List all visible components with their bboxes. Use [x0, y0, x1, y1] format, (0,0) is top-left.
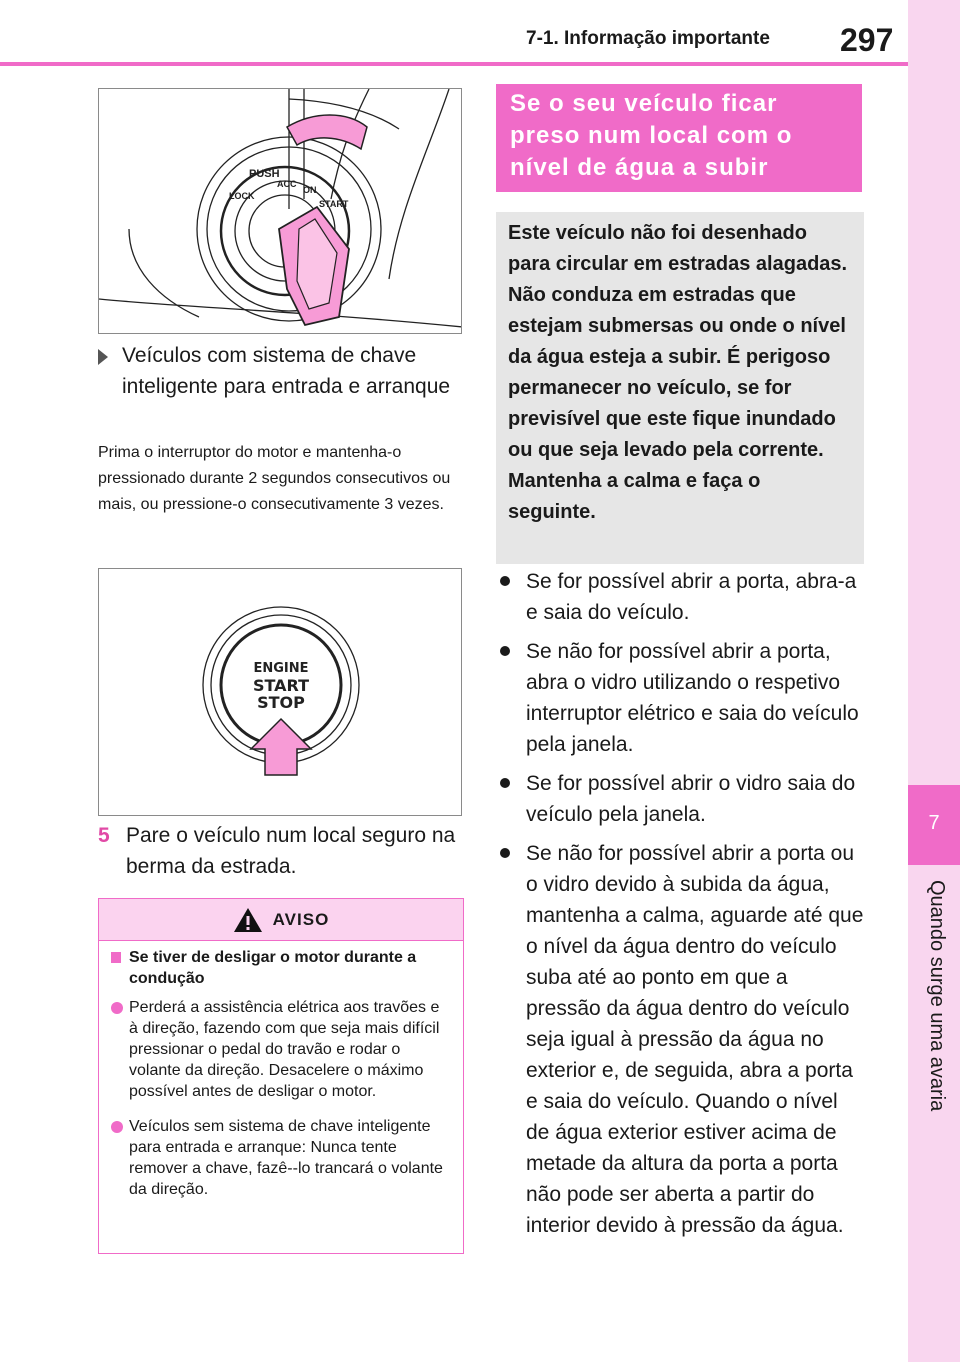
list-item — [496, 636, 866, 760]
warning-item — [111, 1116, 451, 1200]
engine-button-figure — [98, 568, 462, 816]
flood-intro-box — [496, 212, 864, 564]
press-arrow-icon — [251, 719, 311, 775]
warning-item-text: Perderá a assistência elétrica aos travões e à direção, fazendo com que seja mais difícil pressionar o pedal do travão e rodar o volante da direção. Desacelere o máximo possível antes de desligar o motor. — [129, 999, 440, 1100]
list-item-text: Se for possível abrir o vidro saia do veículo pela janela. — [526, 772, 856, 826]
push-label: PUSH — [249, 168, 280, 180]
warning-subheading — [111, 947, 451, 989]
smart-key-heading — [98, 340, 462, 402]
warning-header — [99, 899, 463, 941]
header-rule — [0, 62, 908, 66]
bullet-dot-icon — [500, 646, 510, 656]
smart-key-heading-text: Veículos com sistema de chave inteligente para entrada e arranque — [122, 344, 451, 398]
bullet-dot-icon — [500, 778, 510, 788]
list-item — [496, 768, 866, 830]
list-item-text: Se for possível abrir a porta, abra-a e saia do veículo. — [526, 570, 857, 624]
step-5 — [98, 820, 462, 882]
circle-bullet-icon — [111, 1002, 123, 1014]
page-number: 297 — [840, 22, 894, 58]
flood-bullet-list — [496, 566, 866, 1249]
step-number: 5 — [98, 824, 110, 847]
lock-label: LOCK — [229, 191, 255, 201]
start-label: START — [319, 199, 349, 209]
list-item — [496, 838, 866, 1241]
step-text: Pare o veículo num local seguro na berma da estrada. — [126, 824, 456, 878]
warning-body — [99, 941, 463, 1200]
warning-item-text: Veículos sem sistema de chave inteligente para entrada e arranque: Nunca tente remover a chave, fazê--lo trancará o volante da direção. — [129, 1118, 443, 1198]
engine-button-illustration — [99, 569, 462, 816]
ignition-key-illustration — [99, 89, 462, 334]
acc-label: ACC — [277, 179, 297, 189]
ignition-key-figure — [98, 88, 462, 334]
warning-item — [111, 997, 451, 1102]
warning-subheading-text: Se tiver de desligar o motor durante a condução — [129, 949, 417, 987]
list-item — [496, 566, 866, 628]
square-bullet-icon — [111, 952, 121, 963]
on-label: ON — [303, 185, 317, 195]
list-item-text: Se não for possível abrir a porta ou o vidro devido à subida da água, mantenha a calma, aguarde até que o nível da água dentro do veículo suba até ao ponto em que a pressão da água dentro do veículo seja igual à pressão da água no exterior e, de seguida, abra a porta e saia do veículo. Quando o nível de água exterior estiver acima de metade da altura da porta a porta não pode ser aberta a partir do interior devido à pressão da água. — [526, 842, 864, 1237]
start-text: START — [252, 676, 310, 695]
list-item-text: Se não for possível abrir a porta, abra o vidro utilizando o respetivo interruptor elétrico e saia do veículo pela janela. — [526, 640, 859, 756]
smart-key-instructions: Prima o interruptor do motor e mantenha-o pressionado durante 2 segundos consecutivos ou mais, ou pressione-o consecutivamente 3 vezes. — [98, 444, 451, 513]
side-tab — [908, 0, 960, 1362]
flood-intro-text: Este veículo não foi desenhado para circular em estradas alagadas. Não conduza em estradas que estejam submersas ou onde o nível da água esteja a subir. É perigoso permanecer no veículo, se for previsível que este fique inundado ou que seja levado pela corrente. Mantenha a calma e faça o seguinte. — [508, 222, 848, 523]
chapter-number: 7 — [928, 812, 940, 834]
flood-section-title: Se o seu veículo ficar preso num local com o nível de água a subir — [510, 90, 793, 181]
triangle-bullet-icon — [98, 340, 122, 402]
warning-label: AVISO — [272, 909, 330, 929]
section-title: 7-1. Informação importante — [526, 28, 770, 49]
flood-section-title-box — [496, 84, 862, 192]
chapter-title: Quando surge uma avaria — [926, 880, 948, 1112]
engine-text: ENGINE — [253, 661, 309, 676]
circle-bullet-icon — [111, 1121, 123, 1133]
bullet-dot-icon — [500, 848, 510, 858]
warning-triangle-icon — [233, 907, 263, 933]
bullet-dot-icon — [500, 576, 510, 586]
warning-box — [98, 898, 464, 1254]
stop-text: STOP — [257, 693, 305, 712]
